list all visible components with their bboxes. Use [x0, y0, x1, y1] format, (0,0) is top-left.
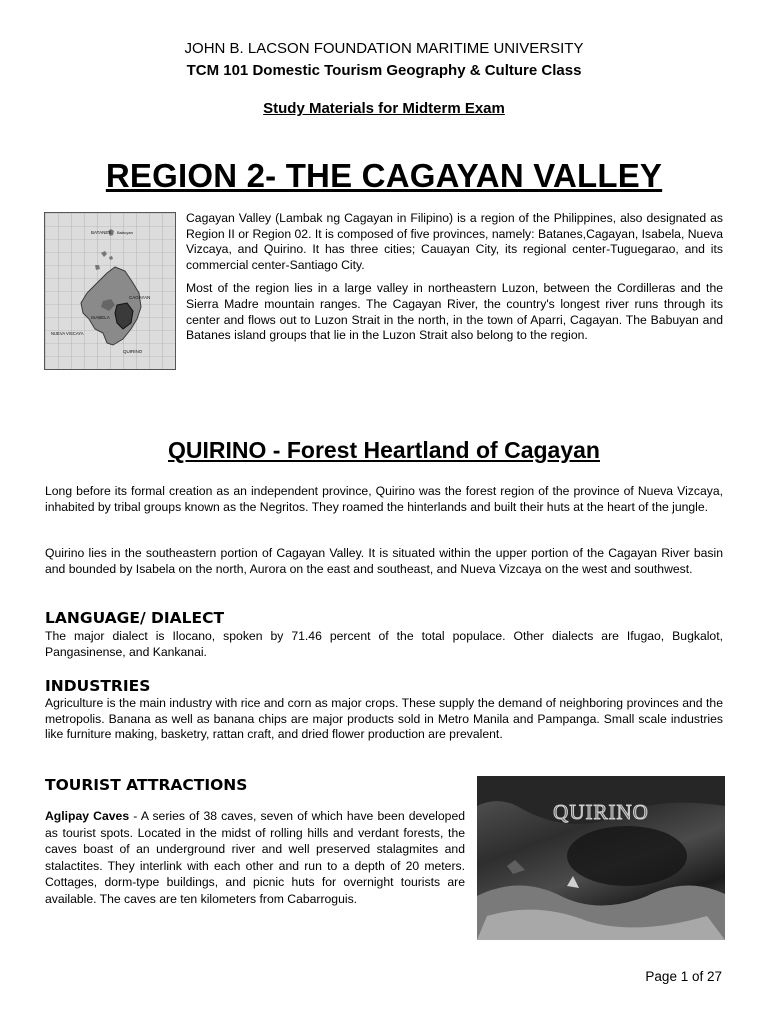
- industries-heading: INDUSTRIES: [45, 677, 151, 695]
- map-label-nueva-vizcaya: NUEVA VISCAYA: [51, 331, 84, 336]
- attraction-description: - A series of 38 caves, seven of which have been developed as tourist spots. Located in the midst of rolling hills and verdant forests, the caves boast of an underground river and well preserved stalagmites and stalactites. They interlink with each other and run to a depth of 20 meters. Cottages, dorm-type buildings, and picnic huts for overnight tourists are available. The caves are ten kilometers from Cabarroguis.: [45, 809, 466, 906]
- attraction-name: Aglipay Caves: [45, 809, 130, 823]
- language-heading: LANGUAGE/ DIALECT: [45, 609, 225, 627]
- photo-caption: QUIRINO: [553, 800, 649, 824]
- map-label-babuyan: Babuyan: [117, 230, 133, 235]
- language-text: The major dialect is Ilocano, spoken by 71.46 percent of the total populace. Other dialects are Ifugao, Bugkalot, Pangasinense, and Kankanai.: [45, 629, 723, 659]
- university-name: JOHN B. LACSON FOUNDATION MARITIME UNIVERSITY: [184, 40, 584, 57]
- map-label-batanes: BATANES: [91, 230, 112, 235]
- province-paragraph: Quirino lies in the southeastern portion of Cagayan Valley. It is situated within the upper portion of the Cagayan River basin and bounded by Isabela on the north, Aurora on the east and southeast, and Nueva Vizcaya on the west and southwest.: [45, 546, 723, 576]
- attraction-item: [45, 808, 465, 908]
- page-number: Page 1 of 27: [645, 969, 722, 984]
- intro-paragraph: Cagayan Valley (Lambak ng Cagayan in Filipino) is a region of the Philippines, also designated as Region II or Region 02. It is composed of five provinces, namely: Batanes,Cagayan, Isabela, Nueva Vizcaya, and Quirino. It has three cities; Cauayan City, its regional center-Tuguegarao, and its commercial center-Santiago City.: [186, 211, 723, 272]
- region-map-graphic: [45, 213, 175, 369]
- intro-paragraph: Most of the region lies in a large valley in northeastern Luzon, between the Cordilleras and the Sierra Madre mountain ranges. The Cagayan River, the country's longest river runs through its center and flows out to Luzon Strait in the north, in the town of Aparri, Cagayan. The Babuyan and Batanes island groups that lie in the Luzon Strait also belong to the region.: [186, 281, 723, 343]
- region-title: REGION 2- THE CAGAYAN VALLEY: [105, 157, 663, 194]
- cave-photo: [477, 776, 725, 940]
- materials-title: Study Materials for Midterm Exam: [263, 100, 505, 117]
- map-label-isabela: ISABELA: [91, 315, 110, 320]
- province-paragraph: Long before its formal creation as an independent province, Quirino was the forest region of the province of Nueva Vizcaya, inhabited by tribal groups known as the Negritos. They roamed the hinterlands and built their huts at the heart of the jungle.: [45, 484, 723, 514]
- course-title: TCM 101 Domestic Tourism Geography & Culture Class: [186, 62, 582, 79]
- region-intro: [186, 211, 723, 352]
- industries-text: Agriculture is the main industry with rice and corn as major crops. These supply the demand of neighboring provinces and the metropolis. Banana as well as banana chips are major products sold in Metro Manila and Pampanga. Small scale industries like furniture making, basketry, rattan craft, and dried flower production are prevalent.: [45, 696, 723, 742]
- attractions-heading: TOURIST ATTRACTIONS: [45, 776, 248, 794]
- map-label-quirino: QUIRINO: [123, 349, 143, 354]
- region-map-image: [44, 212, 176, 370]
- map-label-cagayan: CAGAYAN: [129, 295, 151, 300]
- province-title: QUIRINO - Forest Heartland of Cagayan: [168, 437, 600, 463]
